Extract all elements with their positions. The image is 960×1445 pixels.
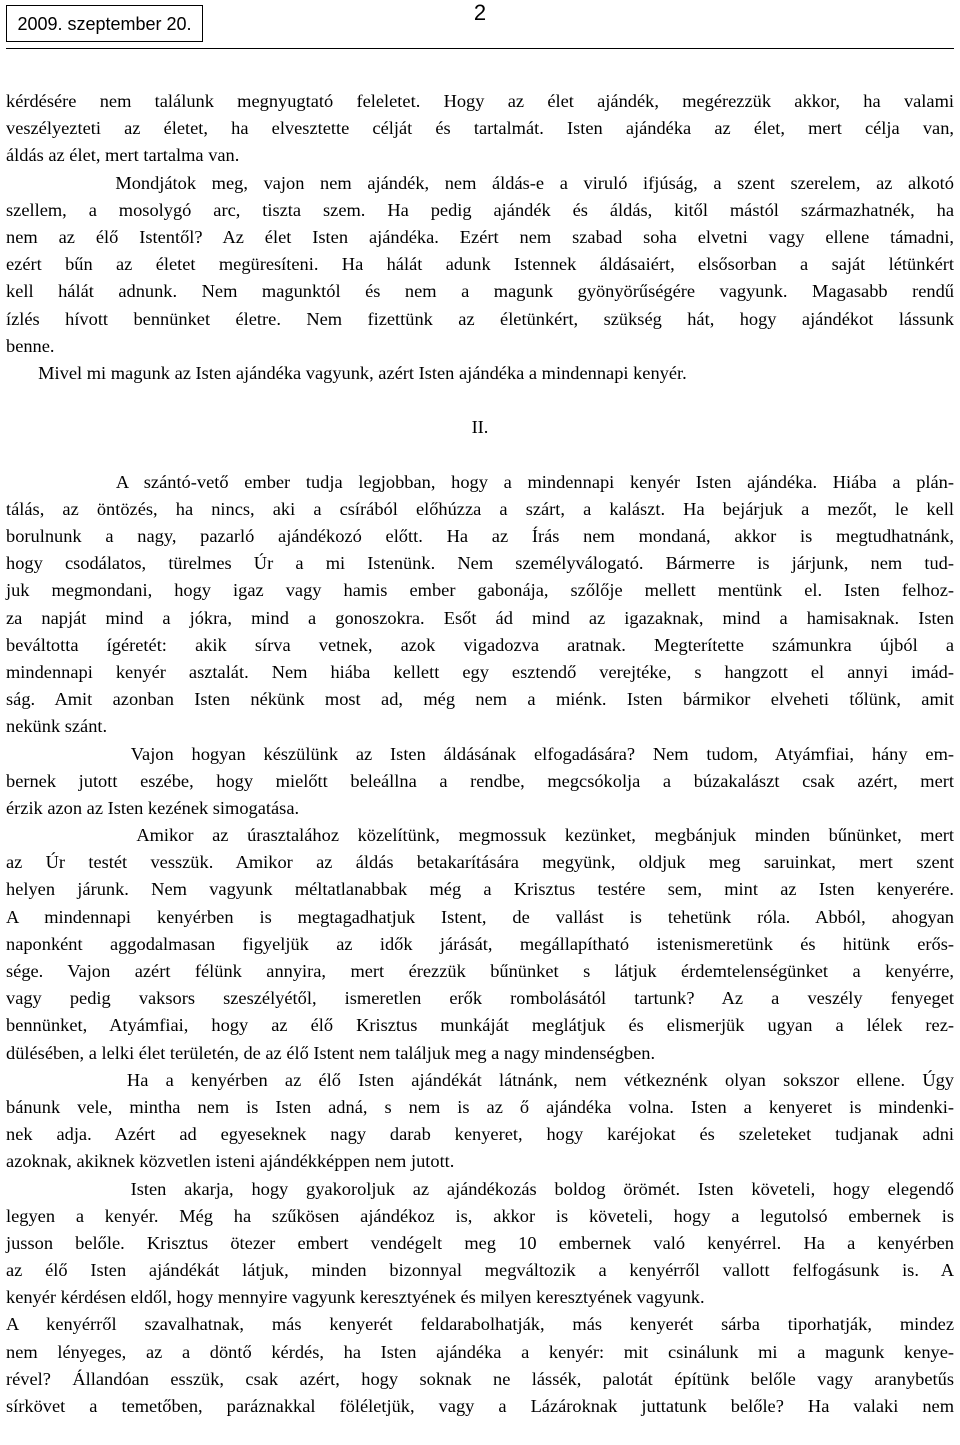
text-line: dülésében, a lelki élet területén, de az élő Istent nem találjuk meg a nagy mindenségben.: [6, 1042, 656, 1063]
text-line: sége. Vajon azért félünk annyira, mert érezzük bűnünket s látjuk érdemtelenségünket a kenyérre,: [6, 961, 954, 981]
text-line: ízlés hívott bennünket életre. Nem fizettünk az életünkért, szükség hát, hogy ajándékot lássunk: [6, 308, 954, 329]
text-line: sírkövet a temetőben, paráznakkal föléletjük, vagy a Lázároknak juttatunk belőle? Ha valaki nem: [6, 1396, 954, 1416]
text-line: nek adja. Azért ad egyeseknek nagy darab kenyeret, hogy karéjokat és szeleteket tudjanak adni: [6, 1124, 954, 1145]
text-line: bánunk vele, mintha nem is Isten adná, s nem is az ő ajándéka volna. Isten a kenyeret is mindenki-: [6, 1096, 954, 1117]
text-line: Vajon hogyan készülünk az Isten áldásának elfogadására? Nem tudom, Atyámfiai, hány em-: [6, 743, 954, 764]
text-line: Mivel mi magunk az Isten ajándéka vagyunk, azért Isten ajándéka a mindennapi kenyér.: [6, 362, 687, 383]
text-line: áldás az élet, mert tartalma van.: [6, 145, 240, 166]
text-line: Mondjátok meg, vajon nem ajándék, nem áldás-e a viruló ifjúság, a szent szerelem, az alkotó: [6, 172, 954, 193]
header-date: 2009. szeptember 20.: [17, 14, 192, 34]
text-line: hogy csodálatos, türelmes Úr a mi Istenünk. Nem személyválogató. Bármerre is járjunk, nem tud-: [6, 553, 954, 574]
header-divider: [6, 48, 954, 49]
text-line: ezért bűn az életet megüresíteni. Ha hálát adunk Istennek áldásaiért, elsősorban a saját létünkért: [6, 254, 954, 275]
text-line: tálás, az öntözés, ha nincs, aki a csírából előhúzza a szárt, a kalászt. Ha bejárjuk a mezőt, le kell: [6, 498, 954, 519]
text-line: nekünk szánt.: [6, 716, 108, 737]
text-line: benne.: [6, 335, 55, 356]
text-line: Ha a kenyérben az élő Isten ajándékát látnánk, nem vétkeznénk olyan sokszor ellene. Úgy: [6, 1069, 954, 1090]
text-line: A kenyérről szavalhatnak, más kenyerét feldarabolhatják, más kenyerét sárba tiporhatják, mindez: [6, 1314, 954, 1335]
text-line: kenyér kérdésen eldől, hogy mennyire vagyunk keresztyének és milyen keresztyének vagyunk.: [6, 1287, 705, 1308]
text-line: szellem, a mosolygó arc, tiszta szem. Ha pedig ajándék és áldás, kitől mástól származhatnék, ha: [6, 199, 954, 220]
text-line: kérdésére nem találunk megnyugtató feleletet. Hogy az élet ajándék, megérezzük akkor, ha valami: [6, 91, 954, 111]
text-line: vagy pedig vaksors szeszélyétől, ismeretlen erők rombolásától tartunk? Az a veszély fenyeget: [6, 988, 954, 1009]
text-line: az élő Isten ajándékát látjuk, minden bizonnyal megváltozik a kenyérről vallott felfogásunk is. A: [6, 1260, 954, 1281]
text-line: bennünket, Atyámfiai, hogy az élő Krisztus munkáját meglátjuk és elismerjük ugyan a lélek rez-: [6, 1015, 954, 1036]
blank-line: [6, 441, 954, 468]
text-line: nem lényeges, az a döntő kérdés, ha Isten ajándéka a kenyér: mit csinálunk mi a magunk kenye-: [6, 1341, 954, 1362]
text-line: legyen a kenyér. Még ha szűkösen ajándékoz is, akkor is követeli, hogy a legutolsó embernek is: [6, 1205, 954, 1226]
text-line: rével? Állandóan esszük, csak azért, hogy soknak ne lássék, palotát építünk belőle vagy aranybetűs: [6, 1368, 954, 1389]
text-line: jusson belőle. Krisztus ötezer embert vendégelt meg 10 embernek való kenyérrel. Ha a kenyérben: [6, 1232, 954, 1253]
text-line: mindennapi kenyér asztalát. Nem hiába kellett egy esztendő verejtéke, s hangzott el annyi imád-: [6, 661, 954, 682]
text-line: Isten akarja, hogy gyakoroljuk az ajándékozás boldog örömét. Isten követeli, hogy elegendő: [6, 1178, 954, 1199]
section-heading: II.: [471, 417, 489, 438]
text-line: nem az élő Istentől? Az élet Isten ajándéka. Ezért nem szabad soha elvetni vagy ellene támadni,: [6, 226, 954, 247]
blank-line: [6, 387, 954, 414]
text-line: helyen járunk. Nem vagyunk méltatlanabbak még a Krisztus testére sem, mint az Isten kenyerére.: [6, 879, 954, 900]
text-line: azoknak, akiknek közvetlen isteni ajándékképpen nem jutott.: [6, 1151, 455, 1172]
document-body: [6, 88, 954, 1420]
text-line: az Úr testét vesszük. Amikor az áldás betakarítására megyünk, oldjuk meg saruinkat, mert szent: [6, 852, 954, 873]
text-line: naponként aggodalmasan figyeljük az idők járását, megállapítható istenismeretünk és hitünk erős-: [6, 933, 954, 954]
page-number: 2: [473, 0, 487, 25]
text-line: beváltotta ígéretét: akik sírva vetnek, azok vigadozva aratnak. Megterítette számunkra újból a: [6, 634, 954, 655]
text-line: Amikor az úrasztalához közelítünk, megmossuk kezünket, megbánjuk minden bűnünket, mert: [6, 825, 954, 846]
text-line: ság. Amit azonban Isten nékünk most ad, még nem a miénk. Isten bármikor elveheti tőlünk, amit: [6, 689, 954, 710]
text-line: za napját mind a jókra, mind a gonoszokra. Esőt ád mind az igazaknak, mind a hamisaknak. Isten: [6, 607, 954, 628]
text-line: juk megmondani, hogy igaz vagy hamis ember gabonája, szőlője mellett mentünk el. Isten felhoz-: [6, 580, 954, 601]
text-line: kell hálát adnunk. Nem magunktól és nem a magunk gyönyörűségére vagyunk. Magasabb rendű: [6, 281, 954, 302]
text-line: érzik azon az Isten kezének simogatása.: [6, 797, 300, 818]
text-line: A szántó-vető ember tudja legjobban, hogy a mindennapi kenyér Isten ajándéka. Hiába a plán-: [6, 471, 954, 492]
text-line: veszélyezteti az életet, ha elvesztette célját és tartalmát. Isten ajándéka az élet, mert célja van,: [6, 118, 954, 139]
text-line: borulnunk a nagy, pazarló ajándékozó előtt. Ha az Írás nem mondaná, akkor is megtudhatnánk,: [6, 526, 954, 546]
text-line: bernek jutott eszébe, hogy mielőtt beleállna a rendbe, megcsókolja a búzakalászt csak azért, mert: [6, 770, 954, 791]
text-line: A mindennapi kenyérben is megtagadhatjuk Istent, de vallást is tehetünk róla. Abból, ahogyan: [6, 906, 954, 927]
